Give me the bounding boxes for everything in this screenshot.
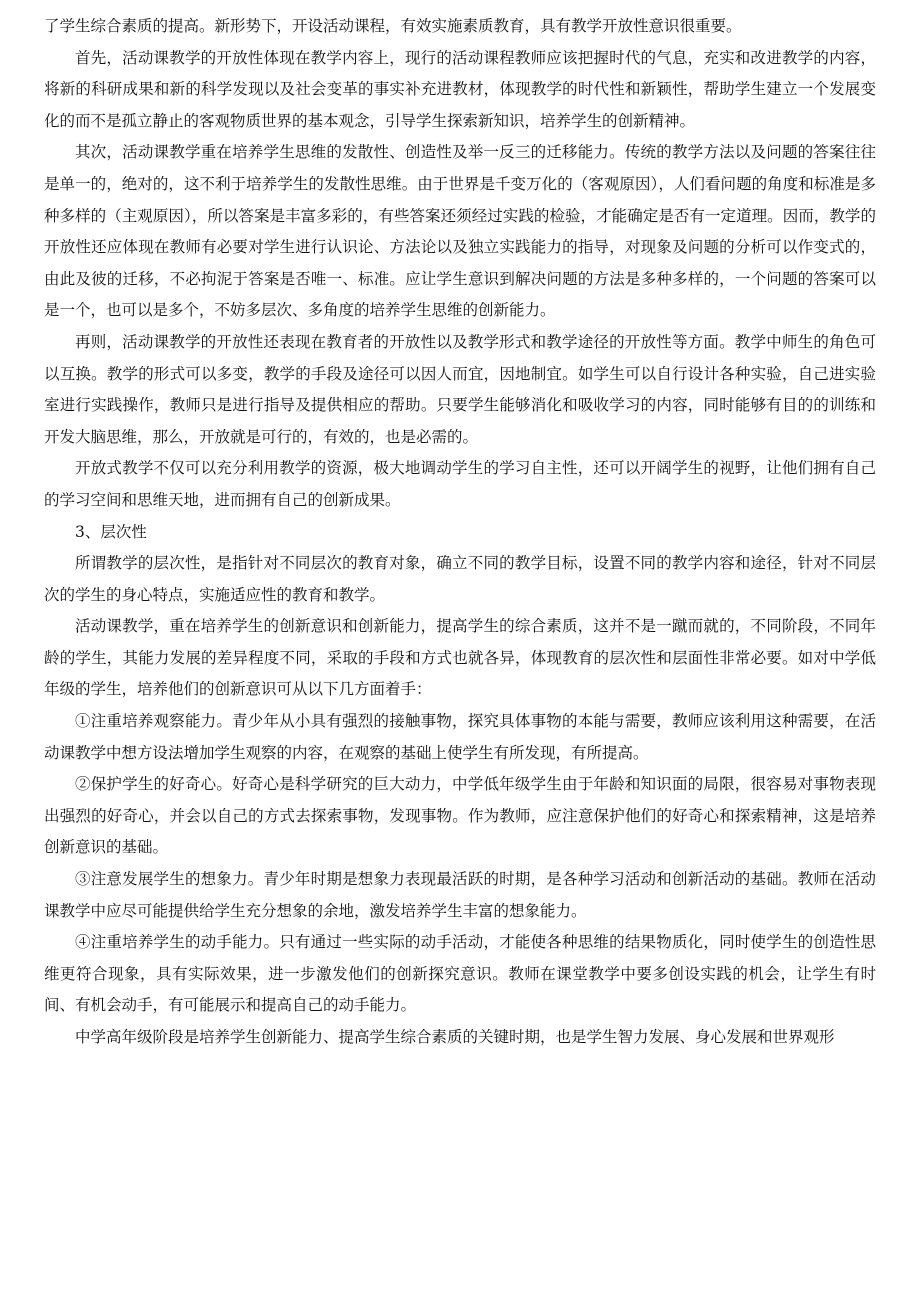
paragraph-open-teaching-benefits: 开放式教学不仅可以充分利用教学的资源，极大地调动学生的学习自主性，还可以开阔学生的视野，让他们拥有自己的学习空间和思维天地，进而拥有自己的创新成果。 (44, 459, 876, 509)
list-item-imagination: ③注意发展学生的想象力。青少年时期是想象力表现最活跃的时期，是各种学习活动和创新活动的基础。教师在活动课教学中应尽可能提供给学生充分想象的余地，激发培养学生丰富的想象能力。 (44, 870, 876, 920)
paragraph-educator-openness: 再则，活动课教学的开放性还表现在教育者的开放性以及教学形式和教学途径的开放性等方面。教学中师生的角色可以互换。教学的形式可以多变，教学的手段及途径可以因人而宜，因地制宜。如学生可以自行设计各种实验，自己进实验室进行实践操作，教师只是进行指导及提供相应的帮助。只要学生能够消化和吸收学习的内容，同时能够有目的的训练和开发大脑思维，那么，开放就是可行的，有效的，也是必需的。 (44, 332, 876, 446)
paragraph-continuation: 了学生综合素质的提高。新形势下，开设活动课程，有效实施素质教育，具有教学开放性意识很重要。 (44, 17, 742, 35)
paragraph-divergent-thinking: 其次，活动课教学重在培养学生思维的发散性、创造性及举一反三的迁移能力。传统的教学方法以及问题的答案往往是单一的，绝对的，这不利于培养学生的发散性思维。由于世界是千变万化的（客观原因），人们看问题的角度和标准是多种多样的（主观原因），所以答案是丰富多彩的，有些答案还须经过实践的检验，才能确定是否有一定道理。因而，教学的开放性还应体现在教师有必要对学生进行认识论、方法论以及独立实践能力的指导，对现象及问题的分析可以作变式的，由此及彼的迁移，不必拘泥于答案是否唯一、标准。应让学生意识到解决问题的方法是多种多样的，一个问题的答案可以是一个，也可以是多个，不妨多层次、多角度的培养学生思维的创新能力。 (44, 143, 876, 320)
document-body (44, 11, 876, 1054)
paragraph-activity-teaching: 活动课教学，重在培养学生的创新意识和创新能力，提高学生的综合素质，这并不是一蹴而就的，不同阶段，不同年龄的学生，其能力发展的差异程度不同，采取的手段和方式也就各异，体现教育的层次性和层面性非常必要。如对中学低年级的学生，培养他们的创新意识可从以下几方面着手： (44, 617, 876, 699)
section-heading-hierarchy: 3、层次性 (75, 522, 147, 541)
list-item-observation: ①注重培养观察能力。青少年从小具有强烈的接触事物，探究具体事物的本能与需要，教师应该利用这种需要，在活动课教学中想方设法增加学生观察的内容，在观察的基础上使学生有所发现，有所提高。 (44, 712, 876, 762)
list-item-curiosity: ②保护学生的好奇心。好奇心是科学研究的巨大动力，中学低年级学生由于年龄和知识面的局限，很容易对事物表现出强烈的好奇心，并会以自己的方式去探索事物，发现事物。作为教师，应注意保护他们的好奇心和探索精神，这是培养创新意识的基础。 (44, 775, 876, 857)
list-item-hands-on: ④注重培养学生的动手能力。只有通过一些实际的动手活动，才能使各种思维的结果物质化，同时使学生的创造性思维更符合现象，具有实际效果，进一步激发他们的创新探究意识。教师在课堂教学中要多创设实践的机会，让学生有时间、有机会动手，有可能展示和提高自己的动手能力。 (44, 933, 876, 1015)
paragraph-senior-grades: 中学高年级阶段是培养学生创新能力、提高学生综合素质的关键时期，也是学生智力发展、身心发展和世界观形 (75, 1028, 835, 1046)
paragraph-content-openness: 首先，活动课教学的开放性体现在教学内容上，现行的活动课程教师应该把握时代的气息，充实和改进教学的内容，将新的科研成果和新的科学发现以及社会变革的事实补充进教材，体现教学的时代性和新颖性，帮助学生建立一个发展变化的而不是孤立静止的客观物质世界的基本观念，引导学生探索新知识，培养学生的创新精神。 (44, 48, 876, 130)
paragraph-hierarchy-definition: 所谓教学的层次性，是指针对不同层次的教育对象，确立不同的教学目标，设置不同的教学内容和途径，针对不同层次的学生的身心特点，实施适应性的教育和教学。 (44, 554, 876, 604)
